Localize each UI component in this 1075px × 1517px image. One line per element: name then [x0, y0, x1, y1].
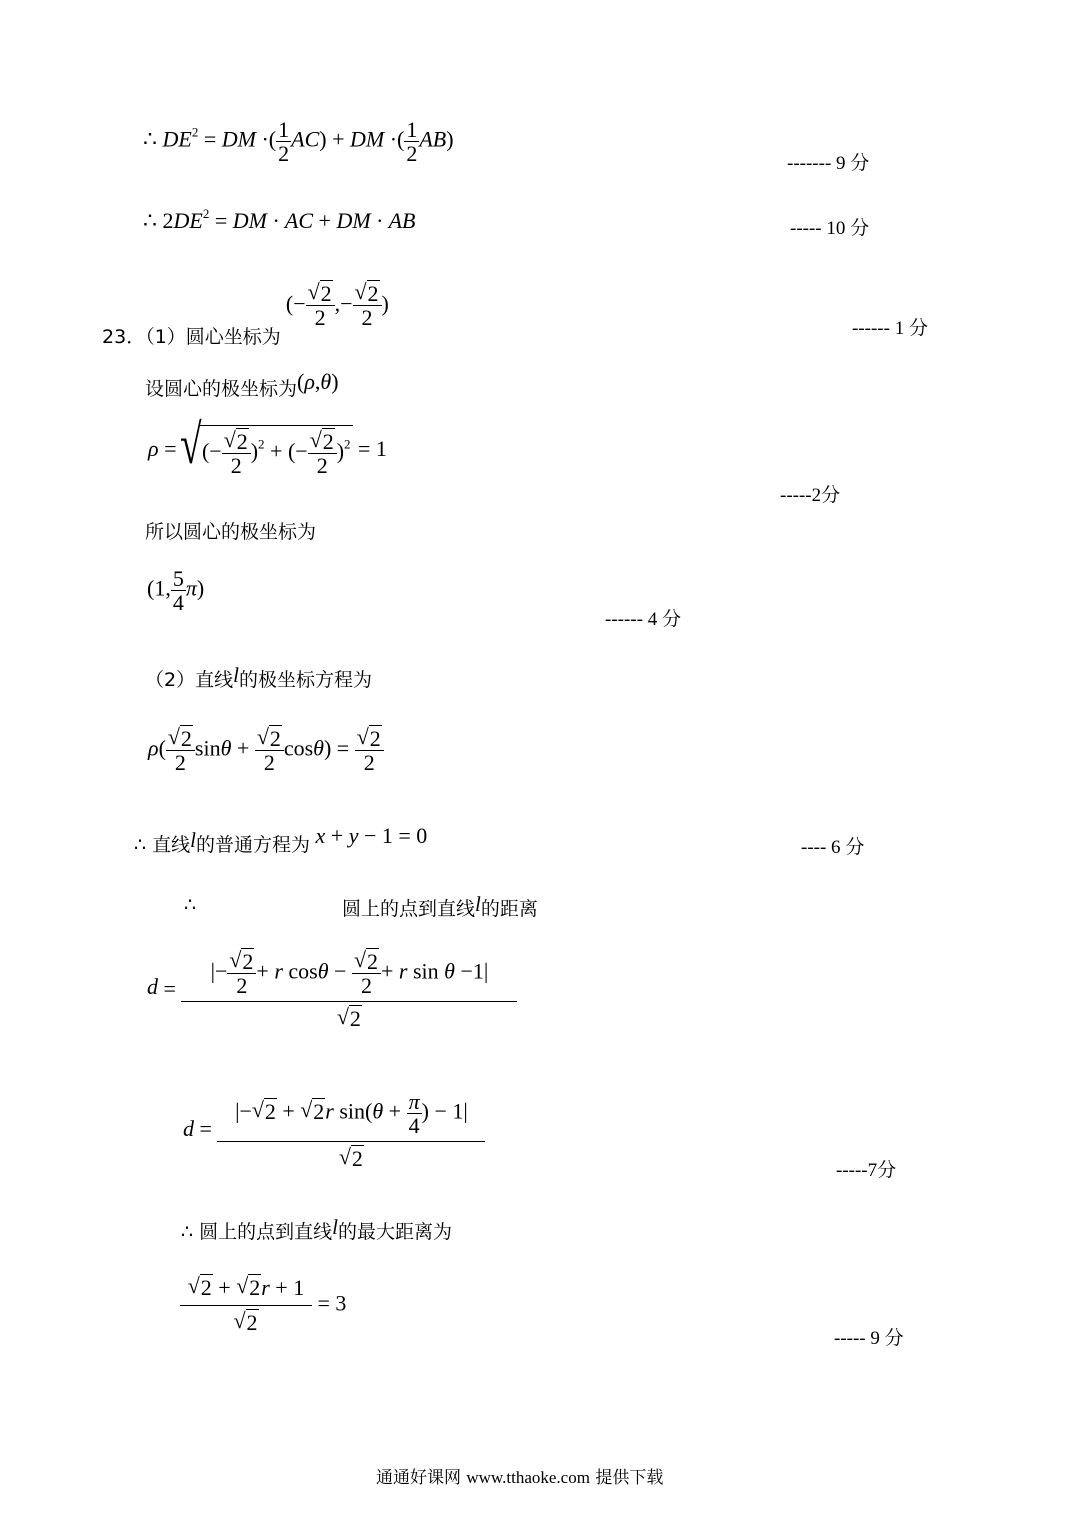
page-footer — [376, 1463, 663, 1488]
score-1: ------ 1 分 — [852, 317, 928, 339]
so-polar-text: 所以圆心的极坐标为 — [145, 521, 317, 543]
center-coordinates: (− √ $\frac{2}{2}$ ,− √ $\frac{2}{2}$ ) — [286, 291, 389, 316]
problem-23-part1: 23．（1）圆心坐标为 (− √ $\frac{2}{2}$ ,− √ $\frac{2}{2}$ ) — [102, 272, 389, 319]
part1-label: （1）圆心坐标为 — [145, 325, 281, 348]
score-9b: ----- 9 分 — [834, 1327, 904, 1349]
distance-text-line: 圆上的点到直线l的距离 — [342, 892, 538, 920]
score-10: ----- 10 分 — [790, 217, 870, 239]
max-distance-formula: √ 2 + √ 2r + 1 √ 2 = 3 — [180, 1275, 346, 1336]
polar-intro-text: 设圆心的极坐标为 — [145, 378, 298, 400]
problem-number: 23 — [102, 325, 127, 348]
part2-tail: 的极坐标方程为 — [238, 669, 372, 691]
equation-de-squared: ∴ $DE^2$ = DM ·( $\frac{1}{2}$ AC) + DM ·( $\frac{1}{2}$ AB) — [143, 117, 454, 167]
therefore-symbol: ∴ — [184, 894, 197, 916]
polar-intro-line: 设圆心的极坐标为(ρ,θ) — [145, 369, 339, 400]
score-9a: ------- 9 分 — [787, 152, 870, 174]
score-2: -----2分 — [780, 484, 841, 506]
footer-url[interactable]: www.tthaoke.com — [466, 1468, 590, 1487]
score-6: ---- 6 分 — [801, 836, 865, 858]
score-4: ------ 4 分 — [605, 608, 681, 630]
footer-provide: 提供下载 — [595, 1468, 664, 1488]
therefore-line-text: ∴ 直线 — [134, 834, 191, 856]
general-equation-line: ∴ 直线l的普通方程为 x + y − 1 = 0 — [134, 823, 428, 856]
rho-equation: ρ = √ (− √ $\frac{2}{2}$ )$^2$ + (− √ $\frac{2}{2}$ )$^2$ = 1 — [148, 425, 387, 477]
distance-formula-2: d = |−√ 2 + √ 2r sin(θ + $\frac{\pi}{4}$ ) − 1| √ 2 — [183, 1090, 485, 1172]
footer-site-name: 通通好课网 — [376, 1468, 461, 1488]
score-7: -----7分 — [836, 1159, 897, 1181]
part2-label: （2）直线 — [145, 669, 234, 691]
general-eq-tail: 的普通方程为 — [195, 834, 310, 856]
equation-2de-squared: ∴ $2DE^2$ = DM · AC + DM · AB — [143, 206, 416, 233]
part2-line: （2）直线l的极坐标方程为 — [145, 663, 372, 691]
polar-result: (1, $\frac{5}{4}$ π) — [147, 566, 205, 616]
polar-line-equation: ρ( √ $\frac{2}{2}$ sinθ + √ $\frac{2}{2}$ cosθ) = √ $\frac{2}{2}$ — [148, 727, 384, 774]
max-distance-line: ∴ 圆上的点到直线l的最大距离为 — [181, 1215, 452, 1243]
distance-formula-1: d = |− √ $\frac{2}{2}$ + r cosθ − √ $\frac{2}{2}$ + r sin θ −1| √ 2 — [147, 950, 517, 1032]
